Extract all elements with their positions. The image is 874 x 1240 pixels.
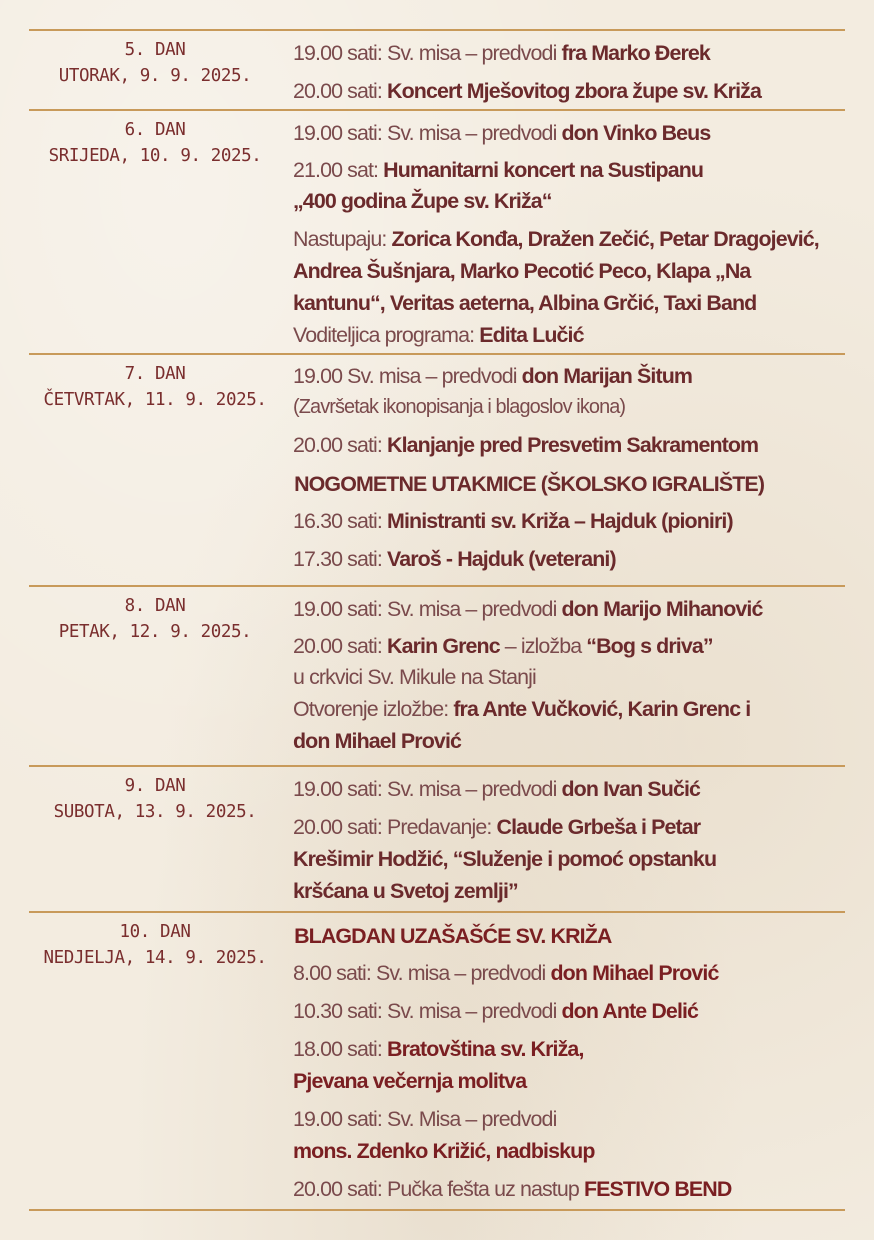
entry-label: 20.00 sati: Pučka fešta uz nastup <box>293 1177 579 1201</box>
entry-value: Pjevana večernja molitva <box>293 1069 527 1093</box>
entry-label: 19.00 sati: Sv. misa – predvodi <box>293 121 557 145</box>
entry-value: Edita Lučić <box>479 323 584 347</box>
day-date: ČETVRTAK, 11. 9. 2025. <box>43 390 267 410</box>
day-date: SRIJEDA, 10. 9. 2025. <box>48 146 262 166</box>
day-header <box>29 111 281 353</box>
entry-value: FESTIVO BEND <box>583 1177 732 1201</box>
entry-label: 19.00 sati: Sv. misa – predvodi <box>293 777 557 801</box>
day-program <box>281 355 845 585</box>
entry-value: fra Ante Vučković, Karin Grenc i <box>453 697 751 721</box>
program-entry <box>293 505 843 537</box>
day-block <box>29 355 845 587</box>
entry-value: don Vinko Beus <box>561 121 711 145</box>
entry-label: 20.00 sati: Predavanje: <box>293 815 492 839</box>
day-date: UTORAK, 9. 9. 2025. <box>58 66 252 86</box>
day-header <box>29 587 281 765</box>
day-number: 10. DAN <box>119 922 191 942</box>
entry-label: 17.30 sati: <box>293 547 382 571</box>
program-entry <box>293 1033 843 1097</box>
entry-label: 19.00 Sv. misa – predvodi <box>293 364 517 388</box>
entry-value: “Bog s driva” <box>586 634 713 658</box>
entry-value: Karin Grenc <box>387 634 500 658</box>
day-header <box>29 31 281 109</box>
entry-value: don Mihael Prović <box>293 729 462 753</box>
entry-value: don Ivan Sučić <box>561 777 701 801</box>
entry-value: don Ante Delić <box>561 999 699 1023</box>
entry-label: 10.30 sati: Sv. misa – predvodi <box>293 999 557 1023</box>
program-entry <box>293 319 843 351</box>
entry-value: Klanjanje pred Presvetim Sakramentom <box>387 433 759 457</box>
day-block <box>29 913 845 1211</box>
entry-label: 19.00 sati: Sv. misa – predvodi <box>293 41 557 65</box>
entry-label: 16.30 sati: <box>293 509 382 533</box>
entry-value: mons. Zdenko Križić, nadbiskup <box>293 1139 595 1163</box>
day-block <box>29 111 845 355</box>
program-entry <box>293 1103 843 1167</box>
entry-label: Otvorenje izložbe: <box>293 697 449 721</box>
program-entry <box>293 361 843 423</box>
day-header <box>29 767 281 911</box>
entry-value: Claude Grbeša i Petar <box>496 815 701 839</box>
program-entry <box>293 429 843 461</box>
day-block <box>29 31 845 111</box>
entry-value: Bratovština sv. Križa, <box>387 1037 584 1061</box>
entry-value: Humanitarni koncert na Sustipanu <box>383 158 704 182</box>
day-program <box>281 111 845 353</box>
entry-value: Koncert Mješovitog zbora župe sv. Križa <box>387 79 761 103</box>
entry-label: 21.00 sat: <box>293 158 379 182</box>
day-date: NEDJELJA, 14. 9. 2025. <box>43 948 267 968</box>
entry-label: Voditeljica programa: <box>293 323 475 347</box>
entry-label: 19.00 sati: Sv. Misa – predvodi <box>293 1107 557 1131</box>
day-block <box>29 767 845 913</box>
entry-value: „400 godina Župe sv. Križa“ <box>293 189 552 213</box>
day-header <box>29 913 281 1209</box>
day-program <box>281 31 845 109</box>
entry-label: Nastupaju: <box>293 227 387 251</box>
schedule-table <box>29 29 845 1211</box>
entry-value: Varoš - Hajduk (veterani) <box>387 547 616 571</box>
day-program <box>281 587 845 765</box>
entry-label: – izložba <box>504 634 582 658</box>
entry-note: u crkvici Sv. Mikule na Stanji <box>293 665 536 689</box>
program-entry <box>293 543 843 575</box>
program-entry <box>293 811 843 907</box>
entry-label: 8.00 sati: Sv. misa – predvodi <box>293 961 546 985</box>
day-date: PETAK, 12. 9. 2025. <box>58 622 252 642</box>
program-entry <box>293 75 843 107</box>
entry-value: kršćana u Svetoj zemlji” <box>293 879 518 903</box>
section-heading: NOGOMETNE UTAKMICE (ŠKOLSKO IGRALIŠTE) <box>294 472 765 496</box>
day-number: 7. DAN <box>124 364 186 384</box>
entry-value: Krešimir Hodžić, “Služenje i pomoć opstanku <box>293 847 717 871</box>
entry-label: 19.00 sati: Sv. misa – predvodi <box>293 597 557 621</box>
entry-label: 20.00 sati: <box>293 79 382 103</box>
day-number: 5. DAN <box>124 40 186 60</box>
entry-value: don Marijo Mihanović <box>561 597 763 621</box>
entry-label: 18.00 sati: <box>293 1037 382 1061</box>
program-entry <box>293 223 843 319</box>
entry-value: don Marijan Šitum <box>521 364 693 388</box>
program-entry <box>293 37 843 69</box>
day-program <box>281 913 845 1209</box>
day-header <box>29 355 281 585</box>
entry-value: fra Marko Đerek <box>561 41 710 65</box>
entry-value: Zorica Konđa, Dražen Zečić, Petar Dragojević, <box>391 227 819 251</box>
section-heading: BLAGDAN UZAŠAŠĆE SV. KRIŽA <box>294 924 612 948</box>
day-block <box>29 587 845 767</box>
program-entry <box>293 1173 843 1205</box>
program-entry <box>293 693 843 757</box>
entry-note: (Završetak ikonopisanja i blagoslov ikona) <box>293 396 626 418</box>
entry-value: Ministranti sv. Križa – Hajduk (pioniri) <box>387 509 733 533</box>
program-entry <box>293 631 843 693</box>
program-entry <box>293 117 843 149</box>
day-number: 8. DAN <box>124 596 186 616</box>
program-entry <box>293 155 843 217</box>
day-date: SUBOTA, 13. 9. 2025. <box>53 802 257 822</box>
program-entry <box>293 593 843 625</box>
program-entry <box>293 773 843 805</box>
program-entry <box>293 995 843 1027</box>
day-program <box>281 767 845 911</box>
entry-value: Andrea Šušnjara, Marko Pecotić Peco, Klapa „Na <box>293 259 751 283</box>
entry-label: 20.00 sati: <box>293 433 382 457</box>
entry-value: kantunu“, Veritas aeterna, Albina Grčić, Taxi Band <box>293 291 757 315</box>
day-number: 6. DAN <box>124 120 186 140</box>
program-entry <box>293 957 843 989</box>
entry-label: 20.00 sati: <box>293 634 382 658</box>
day-number: 9. DAN <box>124 776 186 796</box>
entry-value: don Mihael Prović <box>550 961 719 985</box>
